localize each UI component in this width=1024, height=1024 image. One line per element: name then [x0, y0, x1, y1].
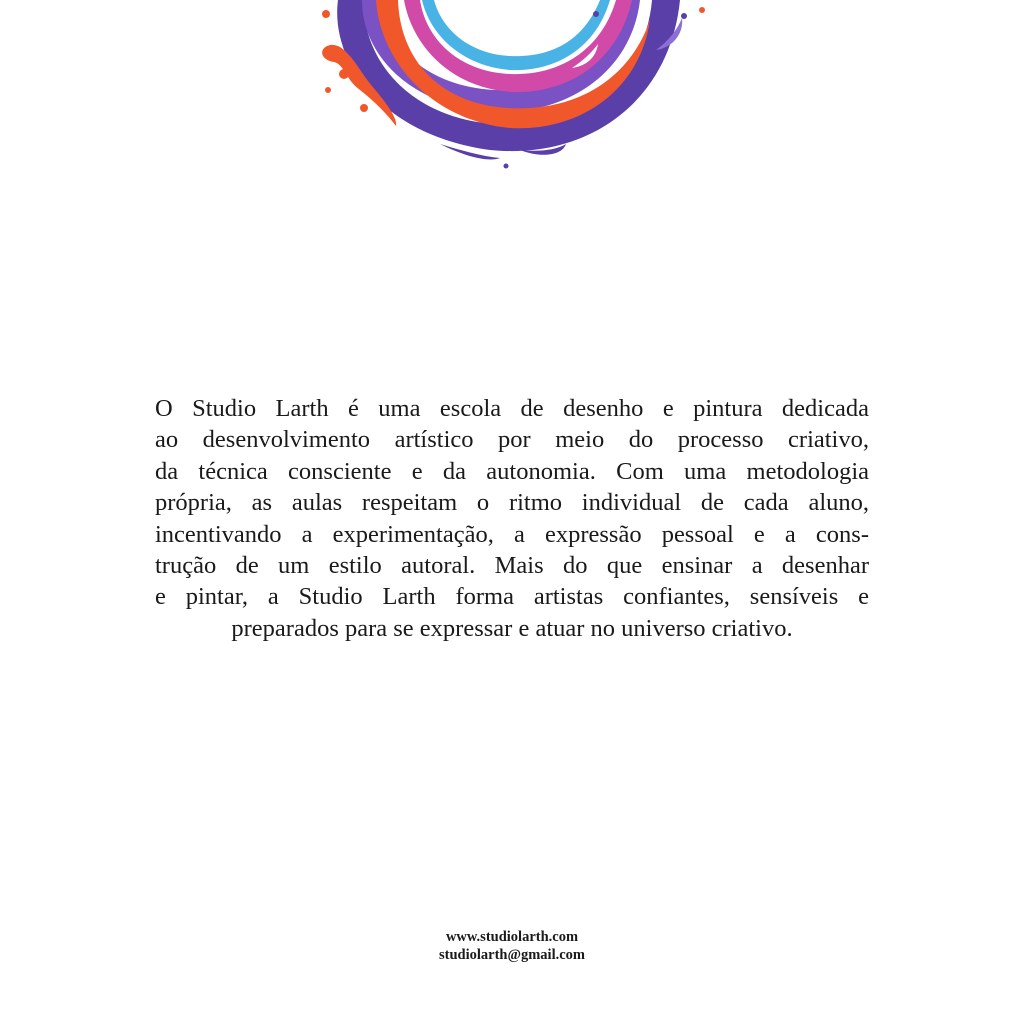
description-line: ao desenvolvimento artístico por meio do processo criativo,	[155, 426, 869, 454]
website-link[interactable]: www.studiolarth.com	[445, 929, 579, 945]
description-line: e pintar, a Studio Larth forma artistas confiantes, sensíveis e	[155, 583, 869, 611]
description-line: O Studio Larth é uma escola de desenho e pintura dedicada	[155, 395, 869, 422]
description-line: preparados para se expressar e atuar no universo criativo.	[231, 614, 793, 642]
studio-description	[155, 393, 869, 644]
email-link[interactable]: studiolarth@gmail.com	[439, 947, 585, 963]
description-line: própria, as aulas respeitam o ritmo individual de cada aluno,	[155, 489, 869, 517]
description-line: incentivando a experimentação, a expressão pessoal e a cons-	[155, 520, 869, 548]
description-line: da técnica consciente e da autonomia. Com uma metodologia	[155, 457, 869, 485]
contact-info	[312, 928, 712, 964]
description-line: trução de um estilo autoral. Mais do que ensinar a desenhar	[155, 552, 869, 580]
paint-swirl-logo	[300, 0, 720, 175]
